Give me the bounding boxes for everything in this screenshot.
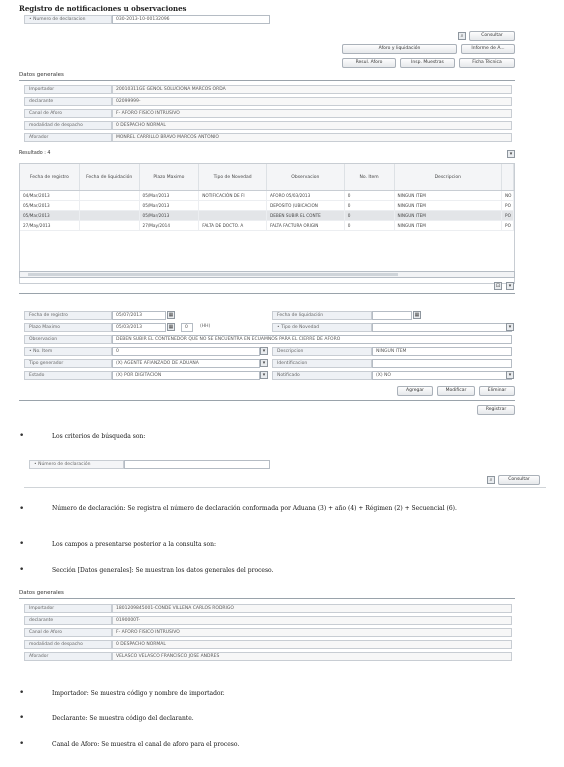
- canal-aforo-label: Canal de Aforo: [24, 109, 112, 118]
- calendar-icon[interactable]: ▦: [168, 324, 174, 330]
- calendar-icon[interactable]: ▦: [414, 312, 420, 318]
- cell: DEPOSITO (UBICACION: [267, 201, 345, 210]
- cell: FALTA DE DOCTO. A: [199, 221, 267, 230]
- aforador-value: MONREL CARRILLO BRAVO MARCOS ANTONIO: [112, 133, 512, 142]
- cell: PO: [502, 201, 514, 210]
- importador-label: Importador: [24, 604, 112, 613]
- scrollbar-thumb[interactable]: [28, 273, 398, 276]
- bullet: •: [19, 565, 25, 575]
- fecha-liquidacion-input[interactable]: [372, 311, 412, 320]
- notificado-label: Notificado: [272, 371, 372, 380]
- informe-button[interactable]: Informe de A...: [461, 44, 515, 54]
- plazo-days-input[interactable]: 0: [181, 323, 193, 332]
- aforador-label: Aforador: [24, 652, 112, 661]
- cell: 05/Mar/2013: [20, 201, 80, 210]
- cell: [199, 211, 267, 220]
- canal-aforo-label: Canal de Aforo: [24, 628, 112, 637]
- tipo-generador-label: Tipo generador: [24, 359, 112, 368]
- cell: NINGUN ITEM: [395, 211, 503, 220]
- canal-aforo-value: F- AFORO FISICO INTRUSIVO: [112, 109, 512, 118]
- col-descripcion[interactable]: Descripcion: [395, 164, 503, 190]
- col-extra: [502, 164, 514, 190]
- criteria-text: Los criterios de búsqueda son:: [52, 433, 146, 440]
- aforador-value: VELASCO VELASCO FRANCISCO JOSE ANDRES: [112, 652, 512, 661]
- descripcion-input[interactable]: NINGUN ITEM: [372, 347, 512, 356]
- calendar-icon[interactable]: ▦: [168, 312, 174, 318]
- observacion-input[interactable]: DEBEN SUBIR EL CONTENEDOR QUE NO SE ENCUENTRA EN ECUAMNOS PARA EL CIERRE DE AFORO: [112, 335, 512, 344]
- eliminar-button[interactable]: Eliminar: [479, 386, 515, 396]
- col-no-item[interactable]: No. Item: [345, 164, 395, 190]
- agregar-button[interactable]: Agregar: [397, 386, 433, 396]
- tipo-novedad-label: • Tipo de Novedad: [272, 323, 372, 332]
- chevron-down-icon[interactable]: ▾: [260, 371, 268, 379]
- declarante-text: Declarante: Se muestra código del declarante.: [52, 715, 194, 722]
- cell: 05/Mar/2013: [20, 211, 80, 220]
- declaration-number-input[interactable]: 030-2013-10-00132096: [112, 15, 270, 24]
- notifications-table: [19, 163, 515, 284]
- notificado-select[interactable]: (X) NO: [372, 371, 512, 380]
- datos-generales-heading-2: Datos generales: [19, 590, 64, 596]
- cell: [80, 191, 140, 200]
- plazo-maximo-input[interactable]: 05/03/2013: [112, 323, 166, 332]
- cell: PO: [502, 211, 514, 220]
- table-header: [20, 164, 514, 191]
- fields-text: Los campos a presentarse posterior a la consulta son:: [52, 541, 217, 548]
- bullet: •: [19, 539, 25, 549]
- datos-generales-heading: Datos generales: [19, 72, 64, 78]
- cell: 27/May/2013: [20, 221, 80, 230]
- cell: 27/May/2014: [140, 221, 200, 230]
- cell: 05/Mar/2013: [140, 191, 200, 200]
- importador-value: 1801209845001-CONDE VILLENA CARLOS RODRIGO: [112, 604, 512, 613]
- ficha-tecnica-button[interactable]: Ficha Técnica: [459, 58, 515, 68]
- cell: NINGUN ITEM: [395, 191, 503, 200]
- search-icon[interactable]: ⌕: [458, 32, 466, 40]
- export-icon[interactable]: ⊡: [495, 283, 501, 289]
- plazo-maximo-label: Plazo Maximo: [24, 323, 112, 332]
- cell: NINGUN ITEM: [395, 221, 503, 230]
- cell: [80, 211, 140, 220]
- no-item-select[interactable]: 0: [112, 347, 260, 356]
- importador-label: Importador: [24, 85, 112, 94]
- chevron-down-icon[interactable]: ▾: [506, 371, 514, 379]
- aforo-liquidacion-button[interactable]: Aforo y liquidación: [342, 44, 457, 54]
- bullet: •: [19, 688, 25, 698]
- divider: [19, 80, 515, 81]
- cell: PO: [502, 221, 514, 230]
- table-row[interactable]: [20, 221, 514, 231]
- modalidad-label: modalidad de despacho: [24, 640, 112, 649]
- descripcion-label: Descripcion: [272, 347, 372, 356]
- cell: [199, 201, 267, 210]
- identificacion-label: Identificacion: [272, 359, 372, 368]
- col-fecha-registro[interactable]: Fecha de registro: [20, 164, 80, 190]
- divider: [19, 293, 515, 294]
- bullet: •: [19, 713, 25, 723]
- resul-aforo-button[interactable]: Resul. Aforo: [342, 58, 396, 68]
- insp-muestras-button[interactable]: Insp. Muestras: [400, 58, 455, 68]
- search-declaration-label: • Número de declaración: [29, 460, 124, 469]
- importador-text: Importador: Se muestra código y nombre de importador.: [52, 690, 225, 697]
- no-item-label: • No. Item: [24, 347, 112, 356]
- result-count: Resultado : 4: [19, 151, 51, 156]
- observacion-label: Observacion: [24, 335, 112, 344]
- cell: 0: [345, 201, 395, 210]
- declarante-label: declarante: [24, 97, 112, 106]
- cell: AFORO 05/03/2013: [267, 191, 345, 200]
- canal-aforo-text: Canal de Aforo: Se muestra el canal de aforo para el proceso.: [52, 741, 240, 748]
- estado-select[interactable]: (X) POR DIGITACION: [112, 371, 260, 380]
- cell: FALTA FACTURA ORIGIN: [267, 221, 345, 230]
- aforador-label: Aforador: [24, 133, 112, 142]
- cell: NO: [502, 191, 514, 200]
- declaration-number-label: • Numero de declaracion: [24, 15, 112, 24]
- fecha-registro-input[interactable]: 05/07/2013: [112, 311, 166, 320]
- bullet: •: [19, 431, 25, 441]
- chevron-down-icon[interactable]: ▾: [260, 347, 268, 355]
- col-plazo-maximo[interactable]: Plazo Maximo: [140, 164, 200, 190]
- table-row-selected[interactable]: [20, 211, 514, 221]
- horizontal-scrollbar[interactable]: [19, 271, 515, 278]
- search-icon[interactable]: ⌕: [487, 476, 495, 484]
- importador-value: 20010311GE GENOL SOLUCIONA MARCOS ORDA: [112, 85, 512, 94]
- chevron-down-icon[interactable]: ▾: [506, 282, 514, 290]
- consultar-button-2[interactable]: Consultar: [498, 475, 540, 485]
- consultar-button[interactable]: Consultar: [469, 31, 515, 41]
- section-text: Sección [Datos generales]: Se muestran los datos generales del proceso.: [52, 567, 274, 574]
- cell: 0: [345, 221, 395, 230]
- tipo-novedad-select[interactable]: [372, 323, 512, 332]
- fecha-liquidacion-label: Fecha de liquidación: [272, 311, 372, 320]
- col-observacion[interactable]: Observacion: [267, 164, 345, 190]
- divider: [19, 400, 515, 401]
- declarante-value: 0190000T-: [112, 616, 512, 625]
- modalidad-value: 0 DESPACHO NORMAL: [112, 640, 512, 649]
- bullet: •: [19, 739, 25, 749]
- modalidad-value: 0 DESPACHO NORMAL: [112, 121, 512, 130]
- canal-aforo-value: F- AFORO FISICO INTRUSIVO: [112, 628, 512, 637]
- col-tipo-novedad[interactable]: Tipo de Novedad: [199, 164, 267, 190]
- cell: 04/Mar/2013: [20, 191, 80, 200]
- col-fecha-liquidacion[interactable]: Fecha de liquidación: [80, 164, 140, 190]
- cell: NOTIFICACIÓN DE FI: [199, 191, 267, 200]
- chevron-down-icon[interactable]: ▾: [506, 323, 514, 331]
- cell: 0: [345, 211, 395, 220]
- divider: [24, 487, 546, 488]
- table-row[interactable]: [20, 201, 514, 211]
- fecha-registro-label: Fecha de registro: [24, 311, 112, 320]
- cell: NINGUN ITEM: [395, 201, 503, 210]
- cell: [80, 221, 140, 230]
- search-declaration-input[interactable]: [124, 460, 270, 469]
- modificar-button[interactable]: Modificar: [437, 386, 475, 396]
- cell: 05/Mar/2013: [140, 211, 200, 220]
- divider: [19, 598, 515, 599]
- cell: 0: [345, 191, 395, 200]
- plazo-unit: (HH): [197, 323, 237, 332]
- cell: [80, 201, 140, 210]
- registrar-button[interactable]: Registrar: [477, 405, 515, 415]
- cell: 05/Mar/2013: [140, 201, 200, 210]
- declarante-label: declarante: [24, 616, 112, 625]
- cell: DEBEN SUBIR EL CONTE: [267, 211, 345, 220]
- identificacion-input[interactable]: [372, 359, 512, 368]
- declaration-description-text: Número de declaración: Se registra el número de declaración conformada por Aduana (3) + año (4) + Régimen (2) + Secuencial (6).: [52, 505, 457, 512]
- bullet: •: [19, 504, 25, 514]
- modalidad-label: modalidad de despacho: [24, 121, 112, 130]
- declarante-value: 02099999-: [112, 97, 512, 106]
- table-row[interactable]: [20, 191, 514, 201]
- estado-label: Estado: [24, 371, 112, 380]
- chevron-down-icon[interactable]: ▾: [507, 150, 515, 158]
- page-title: Registro de notificaciones u observaciones: [19, 4, 187, 13]
- tipo-generador-select[interactable]: (X) AGENTE AFIANZADO DE ADUANA: [112, 359, 260, 368]
- chevron-down-icon[interactable]: ▾: [260, 359, 268, 367]
